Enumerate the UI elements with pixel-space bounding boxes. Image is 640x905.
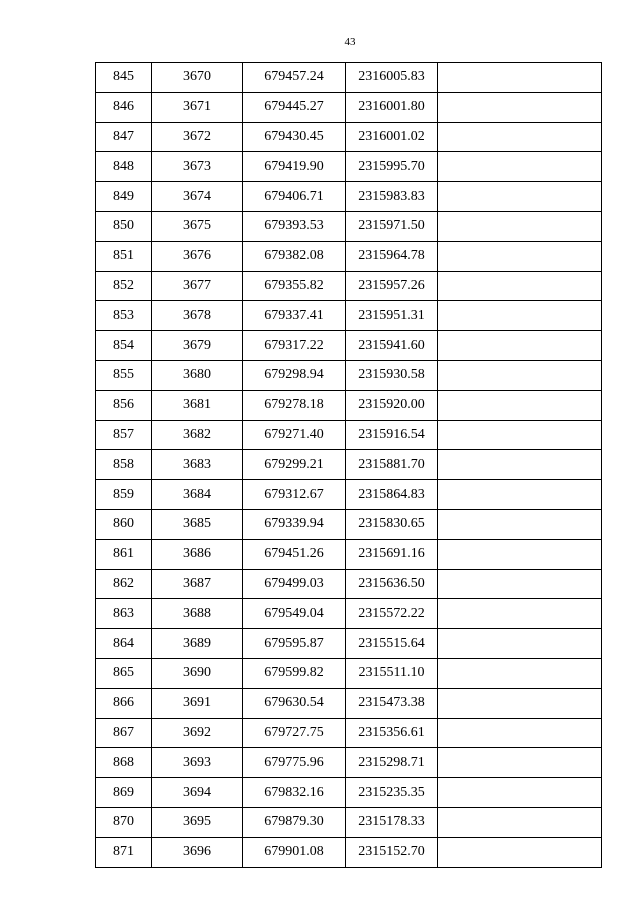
row-number-cell: 870 (96, 807, 152, 837)
table-row (96, 509, 602, 539)
x-coordinate-cell: 679299.21 (243, 450, 346, 480)
point-id-cell: 3679 (152, 331, 243, 361)
x-coordinate-cell: 679337.41 (243, 301, 346, 331)
point-id-cell: 3687 (152, 569, 243, 599)
row-number-cell: 845 (96, 63, 152, 93)
note-cell (438, 241, 602, 271)
point-id-cell: 3691 (152, 688, 243, 718)
table-row (96, 182, 602, 212)
row-number-cell: 854 (96, 331, 152, 361)
y-coordinate-cell: 2315920.00 (346, 390, 438, 420)
y-coordinate-cell: 2316005.83 (346, 63, 438, 93)
point-id-cell: 3692 (152, 718, 243, 748)
table-row (96, 122, 602, 152)
y-coordinate-cell: 2315298.71 (346, 748, 438, 778)
row-number-cell: 863 (96, 599, 152, 629)
y-coordinate-cell: 2315636.50 (346, 569, 438, 599)
x-coordinate-cell: 679630.54 (243, 688, 346, 718)
table-row (96, 390, 602, 420)
note-cell (438, 92, 602, 122)
page-number: 43 (344, 36, 356, 48)
row-number-cell: 852 (96, 271, 152, 301)
note-cell (438, 301, 602, 331)
row-number-cell: 871 (96, 837, 152, 867)
table-row (96, 92, 602, 122)
note-cell (438, 390, 602, 420)
point-id-cell: 3694 (152, 778, 243, 808)
x-coordinate-cell: 679312.67 (243, 480, 346, 510)
table-row (96, 152, 602, 182)
coordinate-table-body (96, 63, 602, 868)
y-coordinate-cell: 2315951.31 (346, 301, 438, 331)
note-cell (438, 599, 602, 629)
y-coordinate-cell: 2315964.78 (346, 241, 438, 271)
table-row (96, 241, 602, 271)
x-coordinate-cell: 679901.08 (243, 837, 346, 867)
row-number-cell: 868 (96, 748, 152, 778)
y-coordinate-cell: 2315957.26 (346, 271, 438, 301)
y-coordinate-cell: 2315152.70 (346, 837, 438, 867)
table-row (96, 778, 602, 808)
y-coordinate-cell: 2315511.10 (346, 658, 438, 688)
table-row (96, 807, 602, 837)
point-id-cell: 3681 (152, 390, 243, 420)
row-number-cell: 856 (96, 390, 152, 420)
row-number-cell: 861 (96, 539, 152, 569)
note-cell (438, 211, 602, 241)
x-coordinate-cell: 679317.22 (243, 331, 346, 361)
table-row (96, 748, 602, 778)
table-row (96, 63, 602, 93)
point-id-cell: 3672 (152, 122, 243, 152)
note-cell (438, 271, 602, 301)
row-number-cell: 848 (96, 152, 152, 182)
x-coordinate-cell: 679382.08 (243, 241, 346, 271)
note-cell (438, 778, 602, 808)
table-row (96, 360, 602, 390)
point-id-cell: 3673 (152, 152, 243, 182)
point-id-cell: 3690 (152, 658, 243, 688)
point-id-cell: 3696 (152, 837, 243, 867)
row-number-cell: 850 (96, 211, 152, 241)
table-row (96, 211, 602, 241)
point-id-cell: 3688 (152, 599, 243, 629)
note-cell (438, 569, 602, 599)
table-row (96, 718, 602, 748)
row-number-cell: 866 (96, 688, 152, 718)
y-coordinate-cell: 2315356.61 (346, 718, 438, 748)
point-id-cell: 3695 (152, 807, 243, 837)
note-cell (438, 360, 602, 390)
note-cell (438, 748, 602, 778)
point-id-cell: 3680 (152, 360, 243, 390)
x-coordinate-cell: 679355.82 (243, 271, 346, 301)
row-number-cell: 857 (96, 420, 152, 450)
note-cell (438, 331, 602, 361)
table-row (96, 480, 602, 510)
point-id-cell: 3677 (152, 271, 243, 301)
table-row (96, 271, 602, 301)
y-coordinate-cell: 2316001.80 (346, 92, 438, 122)
table-row (96, 450, 602, 480)
point-id-cell: 3674 (152, 182, 243, 212)
x-coordinate-cell: 679430.45 (243, 122, 346, 152)
row-number-cell: 867 (96, 718, 152, 748)
x-coordinate-cell: 679499.03 (243, 569, 346, 599)
y-coordinate-cell: 2315830.65 (346, 509, 438, 539)
note-cell (438, 152, 602, 182)
y-coordinate-cell: 2315864.83 (346, 480, 438, 510)
row-number-cell: 846 (96, 92, 152, 122)
table-row (96, 420, 602, 450)
point-id-cell: 3670 (152, 63, 243, 93)
y-coordinate-cell: 2315995.70 (346, 152, 438, 182)
y-coordinate-cell: 2315941.60 (346, 331, 438, 361)
point-id-cell: 3683 (152, 450, 243, 480)
note-cell (438, 182, 602, 212)
table-row (96, 837, 602, 867)
x-coordinate-cell: 679271.40 (243, 420, 346, 450)
row-number-cell: 860 (96, 509, 152, 539)
note-cell (438, 122, 602, 152)
note-cell (438, 539, 602, 569)
note-cell (438, 63, 602, 93)
x-coordinate-cell: 679879.30 (243, 807, 346, 837)
table-row (96, 569, 602, 599)
note-cell (438, 718, 602, 748)
x-coordinate-cell: 679775.96 (243, 748, 346, 778)
table-row (96, 539, 602, 569)
table-row (96, 301, 602, 331)
y-coordinate-cell: 2315515.64 (346, 629, 438, 659)
note-cell (438, 629, 602, 659)
point-id-cell: 3676 (152, 241, 243, 271)
point-id-cell: 3686 (152, 539, 243, 569)
coordinate-table (95, 62, 602, 868)
x-coordinate-cell: 679451.26 (243, 539, 346, 569)
point-id-cell: 3684 (152, 480, 243, 510)
x-coordinate-cell: 679393.53 (243, 211, 346, 241)
row-number-cell: 847 (96, 122, 152, 152)
y-coordinate-cell: 2315881.70 (346, 450, 438, 480)
x-coordinate-cell: 679457.24 (243, 63, 346, 93)
row-number-cell: 849 (96, 182, 152, 212)
note-cell (438, 480, 602, 510)
point-id-cell: 3689 (152, 629, 243, 659)
y-coordinate-cell: 2315916.54 (346, 420, 438, 450)
x-coordinate-cell: 679445.27 (243, 92, 346, 122)
note-cell (438, 450, 602, 480)
note-cell (438, 420, 602, 450)
y-coordinate-cell: 2315473.38 (346, 688, 438, 718)
row-number-cell: 858 (96, 450, 152, 480)
x-coordinate-cell: 679595.87 (243, 629, 346, 659)
x-coordinate-cell: 679298.94 (243, 360, 346, 390)
row-number-cell: 855 (96, 360, 152, 390)
row-number-cell: 865 (96, 658, 152, 688)
table-row (96, 629, 602, 659)
table-row (96, 658, 602, 688)
x-coordinate-cell: 679339.94 (243, 509, 346, 539)
x-coordinate-cell: 679549.04 (243, 599, 346, 629)
row-number-cell: 864 (96, 629, 152, 659)
row-number-cell: 862 (96, 569, 152, 599)
point-id-cell: 3671 (152, 92, 243, 122)
note-cell (438, 658, 602, 688)
y-coordinate-cell: 2315572.22 (346, 599, 438, 629)
y-coordinate-cell: 2315983.83 (346, 182, 438, 212)
row-number-cell: 859 (96, 480, 152, 510)
y-coordinate-cell: 2315930.58 (346, 360, 438, 390)
x-coordinate-cell: 679832.16 (243, 778, 346, 808)
point-id-cell: 3682 (152, 420, 243, 450)
y-coordinate-cell: 2315691.16 (346, 539, 438, 569)
table-row (96, 331, 602, 361)
x-coordinate-cell: 679419.90 (243, 152, 346, 182)
y-coordinate-cell: 2316001.02 (346, 122, 438, 152)
note-cell (438, 837, 602, 867)
note-cell (438, 688, 602, 718)
point-id-cell: 3685 (152, 509, 243, 539)
x-coordinate-cell: 679599.82 (243, 658, 346, 688)
y-coordinate-cell: 2315971.50 (346, 211, 438, 241)
row-number-cell: 851 (96, 241, 152, 271)
point-id-cell: 3675 (152, 211, 243, 241)
x-coordinate-cell: 679727.75 (243, 718, 346, 748)
x-coordinate-cell: 679278.18 (243, 390, 346, 420)
row-number-cell: 869 (96, 778, 152, 808)
table-row (96, 688, 602, 718)
point-id-cell: 3693 (152, 748, 243, 778)
y-coordinate-cell: 2315235.35 (346, 778, 438, 808)
table-row (96, 599, 602, 629)
row-number-cell: 853 (96, 301, 152, 331)
note-cell (438, 509, 602, 539)
note-cell (438, 807, 602, 837)
x-coordinate-cell: 679406.71 (243, 182, 346, 212)
point-id-cell: 3678 (152, 301, 243, 331)
y-coordinate-cell: 2315178.33 (346, 807, 438, 837)
